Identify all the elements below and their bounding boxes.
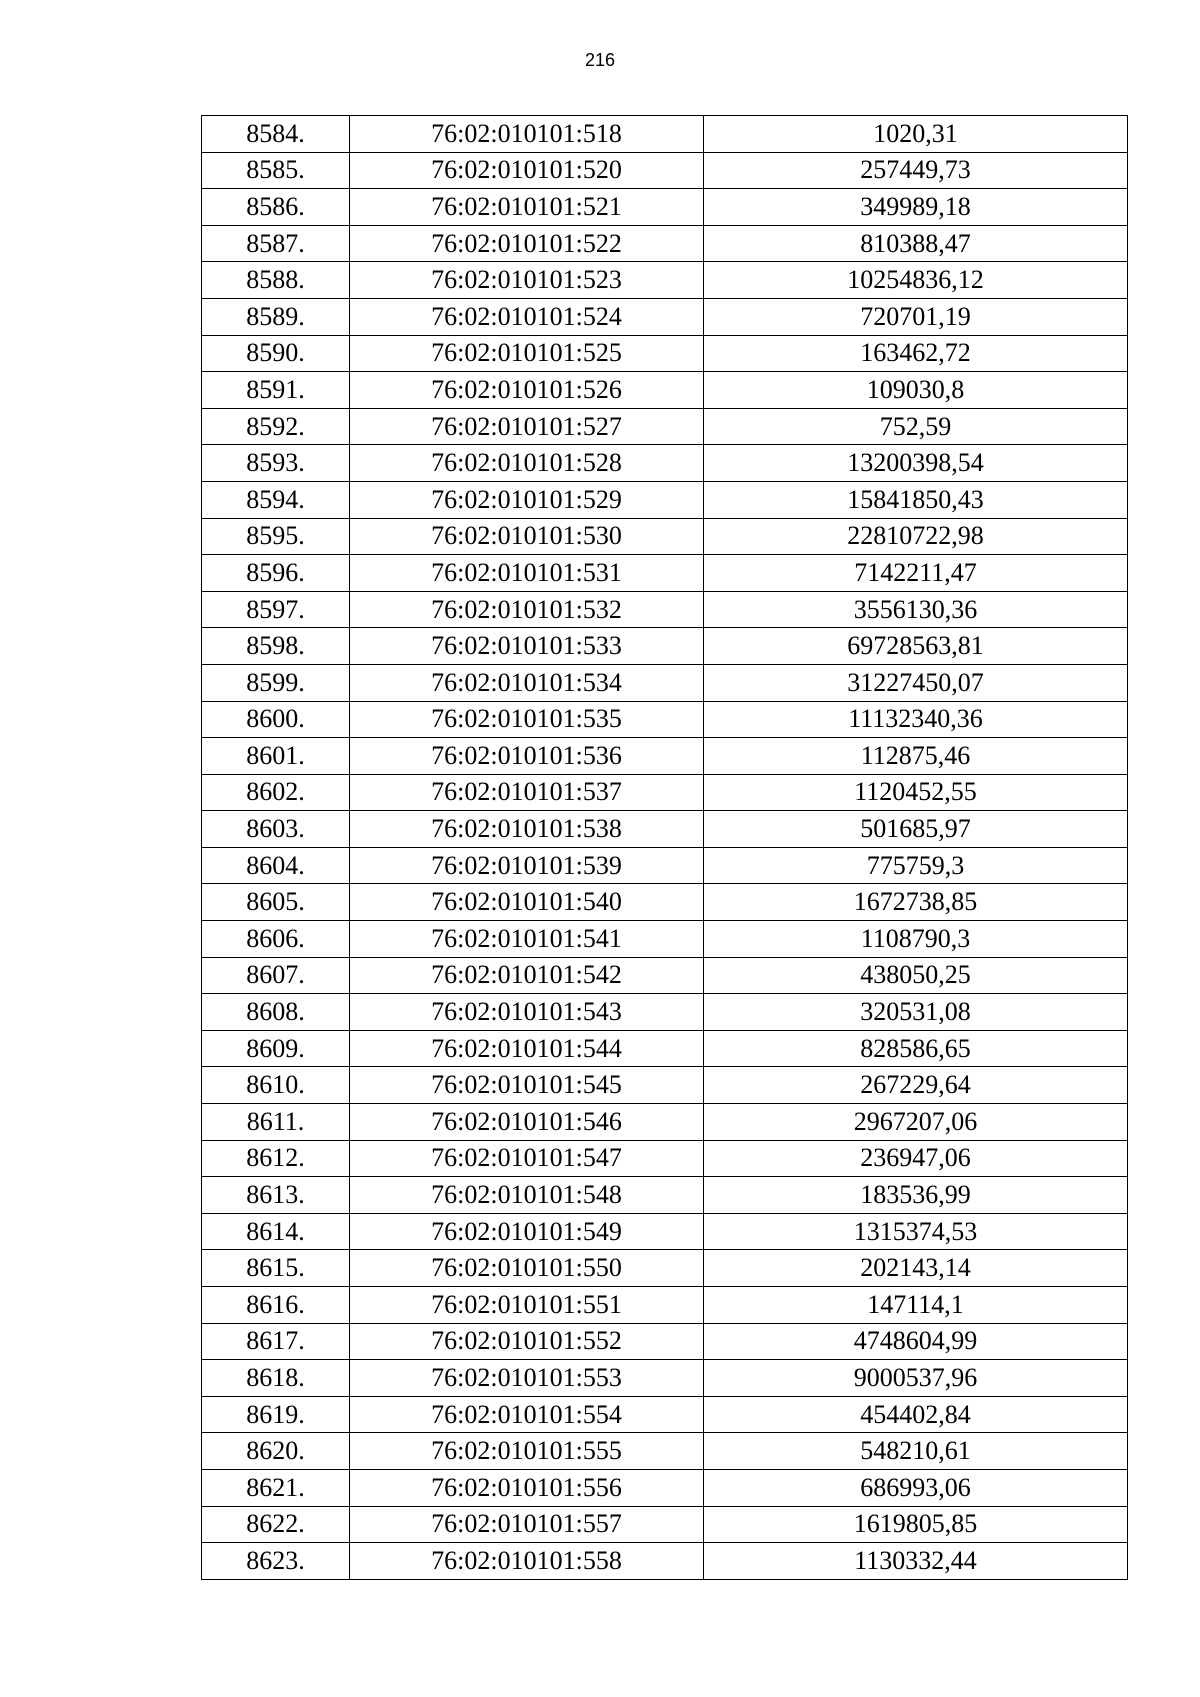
cadastral-number-cell: 76:02:010101:529 [350, 481, 704, 518]
row-number-cell: 8608. [202, 994, 350, 1031]
cadastral-number-cell: 76:02:010101:536 [350, 738, 704, 775]
row-number-cell: 8599. [202, 664, 350, 701]
cadastral-value-cell: 752,59 [704, 408, 1128, 445]
cadastral-number-cell: 76:02:010101:556 [350, 1469, 704, 1506]
table-row [202, 1140, 1128, 1177]
cadastral-value-cell: 810388,47 [704, 225, 1128, 262]
cadastral-number-cell: 76:02:010101:530 [350, 518, 704, 555]
cadastral-number-cell: 76:02:010101:546 [350, 1104, 704, 1141]
cadastral-number-cell: 76:02:010101:548 [350, 1177, 704, 1214]
table-row [202, 1177, 1128, 1214]
cadastral-number-cell: 76:02:010101:544 [350, 1030, 704, 1067]
row-number-cell: 8611. [202, 1104, 350, 1141]
table-row [202, 1323, 1128, 1360]
cadastral-value-cell: 4748604,99 [704, 1323, 1128, 1360]
cadastral-number-cell: 76:02:010101:558 [350, 1543, 704, 1580]
table-row [202, 628, 1128, 665]
row-number-cell: 8612. [202, 1140, 350, 1177]
cadastral-number-cell: 76:02:010101:551 [350, 1287, 704, 1324]
table-row [202, 481, 1128, 518]
cadastral-number-cell: 76:02:010101:539 [350, 847, 704, 884]
row-number-cell: 8584. [202, 116, 350, 153]
table-row [202, 1506, 1128, 1543]
cadastral-value-cell: 775759,3 [704, 847, 1128, 884]
cadastral-value-cell: 109030,8 [704, 372, 1128, 409]
cadastral-value-cell: 7142211,47 [704, 555, 1128, 592]
row-number-cell: 8605. [202, 884, 350, 921]
cadastral-number-cell: 76:02:010101:527 [350, 408, 704, 445]
page-number: 216 [584, 50, 616, 70]
table-row [202, 445, 1128, 482]
row-number-cell: 8614. [202, 1213, 350, 1250]
cadastral-number-cell: 76:02:010101:531 [350, 555, 704, 592]
table-row [202, 408, 1128, 445]
row-number-cell: 8595. [202, 518, 350, 555]
cadastral-value-cell: 163462,72 [704, 335, 1128, 372]
cadastral-number-cell: 76:02:010101:534 [350, 664, 704, 701]
row-number-cell: 8622. [202, 1506, 350, 1543]
cadastral-number-cell: 76:02:010101:521 [350, 189, 704, 226]
table-row [202, 847, 1128, 884]
cadastral-number-cell: 76:02:010101:535 [350, 701, 704, 738]
table-row [202, 1104, 1128, 1141]
cadastral-value-cell: 720701,19 [704, 298, 1128, 335]
row-number-cell: 8586. [202, 189, 350, 226]
cadastral-value-cell: 236947,06 [704, 1140, 1128, 1177]
row-number-cell: 8589. [202, 298, 350, 335]
table-row [202, 1250, 1128, 1287]
cadastral-number-cell: 76:02:010101:526 [350, 372, 704, 409]
table-row [202, 262, 1128, 299]
cadastral-number-cell: 76:02:010101:552 [350, 1323, 704, 1360]
cadastral-number-cell: 76:02:010101:528 [350, 445, 704, 482]
cadastral-number-cell: 76:02:010101:524 [350, 298, 704, 335]
row-number-cell: 8616. [202, 1287, 350, 1324]
cadastral-value-cell: 1315374,53 [704, 1213, 1128, 1250]
table-row [202, 884, 1128, 921]
table-row [202, 738, 1128, 775]
row-number-cell: 8591. [202, 372, 350, 409]
table-row [202, 664, 1128, 701]
row-number-cell: 8602. [202, 774, 350, 811]
cadastral-value-cell: 320531,08 [704, 994, 1128, 1031]
cadastral-value-cell: 10254836,12 [704, 262, 1128, 299]
row-number-cell: 8610. [202, 1067, 350, 1104]
cadastral-value-cell: 267229,64 [704, 1067, 1128, 1104]
cadastral-number-cell: 76:02:010101:533 [350, 628, 704, 665]
row-number-cell: 8596. [202, 555, 350, 592]
table-row [202, 811, 1128, 848]
table-row [202, 116, 1128, 153]
table-row [202, 518, 1128, 555]
cadastral-number-cell: 76:02:010101:520 [350, 152, 704, 189]
row-number-cell: 8601. [202, 738, 350, 775]
table-row [202, 921, 1128, 958]
cadastral-number-cell: 76:02:010101:555 [350, 1433, 704, 1470]
cadastral-value-cell: 202143,14 [704, 1250, 1128, 1287]
cadastral-value-cell: 13200398,54 [704, 445, 1128, 482]
cadastral-value-cell: 1020,31 [704, 116, 1128, 153]
row-number-cell: 8587. [202, 225, 350, 262]
table-row [202, 298, 1128, 335]
cadastral-number-cell: 76:02:010101:523 [350, 262, 704, 299]
cadastral-value-cell: 1108790,3 [704, 921, 1128, 958]
cadastral-value-cell: 1130332,44 [704, 1543, 1128, 1580]
row-number-cell: 8613. [202, 1177, 350, 1214]
cadastral-value-cell: 22810722,98 [704, 518, 1128, 555]
cadastral-value-cell: 2967207,06 [704, 1104, 1128, 1141]
cadastral-number-cell: 76:02:010101:522 [350, 225, 704, 262]
row-number-cell: 8598. [202, 628, 350, 665]
table-row [202, 1543, 1128, 1580]
table-row [202, 1287, 1128, 1324]
cadastral-value-cell: 147114,1 [704, 1287, 1128, 1324]
cadastral-value-cell: 438050,25 [704, 957, 1128, 994]
table-row [202, 994, 1128, 1031]
cadastral-value-cell: 69728563,81 [704, 628, 1128, 665]
row-number-cell: 8592. [202, 408, 350, 445]
cadastral-number-cell: 76:02:010101:547 [350, 1140, 704, 1177]
table-body [202, 116, 1128, 1580]
row-number-cell: 8607. [202, 957, 350, 994]
cadastral-number-cell: 76:02:010101:537 [350, 774, 704, 811]
cadastral-number-cell: 76:02:010101:549 [350, 1213, 704, 1250]
row-number-cell: 8606. [202, 921, 350, 958]
cadastral-value-cell: 3556130,36 [704, 591, 1128, 628]
row-number-cell: 8603. [202, 811, 350, 848]
row-number-cell: 8623. [202, 1543, 350, 1580]
table-row [202, 1433, 1128, 1470]
cadastral-number-cell: 76:02:010101:550 [350, 1250, 704, 1287]
cadastral-number-cell: 76:02:010101:532 [350, 591, 704, 628]
row-number-cell: 8585. [202, 152, 350, 189]
cadastral-number-cell: 76:02:010101:545 [350, 1067, 704, 1104]
cadastral-value-cell: 454402,84 [704, 1396, 1128, 1433]
cadastral-value-cell: 112875,46 [704, 738, 1128, 775]
cadastral-value-cell: 9000537,96 [704, 1360, 1128, 1397]
table-row [202, 1067, 1128, 1104]
cadastral-number-cell: 76:02:010101:542 [350, 957, 704, 994]
row-number-cell: 8617. [202, 1323, 350, 1360]
cadastral-value-cell: 15841850,43 [704, 481, 1128, 518]
row-number-cell: 8588. [202, 262, 350, 299]
cadastral-value-cell: 1619805,85 [704, 1506, 1128, 1543]
cadastral-value-cell: 11132340,36 [704, 701, 1128, 738]
cadastral-value-cell: 31227450,07 [704, 664, 1128, 701]
row-number-cell: 8604. [202, 847, 350, 884]
table-row [202, 152, 1128, 189]
table-row [202, 1030, 1128, 1067]
row-number-cell: 8618. [202, 1360, 350, 1397]
cadastral-value-cell: 349989,18 [704, 189, 1128, 226]
row-number-cell: 8594. [202, 481, 350, 518]
table-row [202, 1469, 1128, 1506]
table-row [202, 189, 1128, 226]
cadastral-value-cell: 501685,97 [704, 811, 1128, 848]
cadastral-value-cell: 548210,61 [704, 1433, 1128, 1470]
table-row [202, 1213, 1128, 1250]
table-row [202, 555, 1128, 592]
row-number-cell: 8619. [202, 1396, 350, 1433]
cadastral-value-cell: 183536,99 [704, 1177, 1128, 1214]
table-row [202, 957, 1128, 994]
cadastral-value-cell: 1120452,55 [704, 774, 1128, 811]
cadastral-number-cell: 76:02:010101:543 [350, 994, 704, 1031]
cadastral-value-cell: 686993,06 [704, 1469, 1128, 1506]
table-row [202, 335, 1128, 372]
cadastral-value-cell: 1672738,85 [704, 884, 1128, 921]
table-row [202, 591, 1128, 628]
cadastral-value-table [201, 115, 1128, 1580]
table-row [202, 225, 1128, 262]
cadastral-number-cell: 76:02:010101:518 [350, 116, 704, 153]
row-number-cell: 8615. [202, 1250, 350, 1287]
table-row [202, 372, 1128, 409]
table-row [202, 701, 1128, 738]
row-number-cell: 8600. [202, 701, 350, 738]
cadastral-number-cell: 76:02:010101:540 [350, 884, 704, 921]
cadastral-value-cell: 828586,65 [704, 1030, 1128, 1067]
row-number-cell: 8620. [202, 1433, 350, 1470]
table-row [202, 1360, 1128, 1397]
row-number-cell: 8597. [202, 591, 350, 628]
cadastral-number-cell: 76:02:010101:553 [350, 1360, 704, 1397]
row-number-cell: 8621. [202, 1469, 350, 1506]
cadastral-value-cell: 257449,73 [704, 152, 1128, 189]
row-number-cell: 8593. [202, 445, 350, 482]
cadastral-number-cell: 76:02:010101:538 [350, 811, 704, 848]
cadastral-number-cell: 76:02:010101:557 [350, 1506, 704, 1543]
cadastral-number-cell: 76:02:010101:525 [350, 335, 704, 372]
cadastral-number-cell: 76:02:010101:554 [350, 1396, 704, 1433]
row-number-cell: 8590. [202, 335, 350, 372]
cadastral-number-cell: 76:02:010101:541 [350, 921, 704, 958]
row-number-cell: 8609. [202, 1030, 350, 1067]
table-row [202, 774, 1128, 811]
table-row [202, 1396, 1128, 1433]
